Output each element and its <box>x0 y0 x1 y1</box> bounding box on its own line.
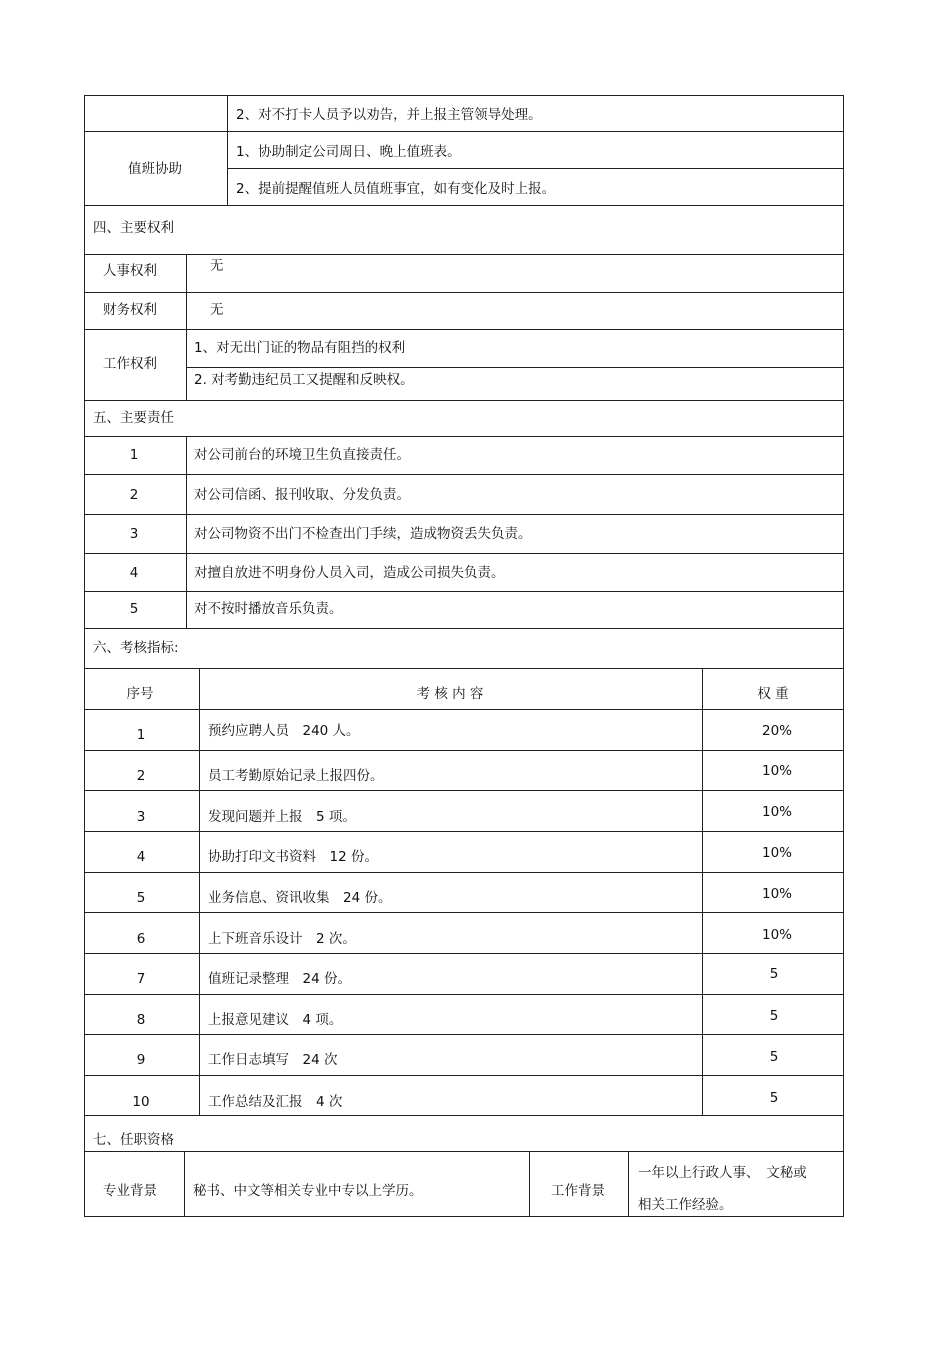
kpi-row-weight: 10% <box>761 763 793 779</box>
row-divider <box>84 292 844 293</box>
col-divider <box>199 668 200 1115</box>
row-divider <box>84 205 844 206</box>
work-background-value-line2: 相关工作经验。 <box>638 1197 733 1213</box>
kpi-row-weight: 10% <box>761 886 793 902</box>
major-background-label: 专业背景 <box>103 1183 157 1199</box>
kpi-col-no: 序号 <box>126 686 154 702</box>
row-divider <box>84 553 844 554</box>
kpi-row-no: 7 <box>136 971 146 987</box>
kpi-row-no: 9 <box>136 1052 146 1068</box>
duty-item-2: 2、提前提醒值班人员值班事宜，如有变化及时上报。 <box>236 181 556 197</box>
col-divider <box>186 436 187 628</box>
kpi-row-content: 值班记录整理 24 份。 <box>208 971 351 987</box>
kpi-row-no: 3 <box>136 809 146 825</box>
responsibility-text: 对公司信函、报刊收取、分发负责。 <box>194 487 410 503</box>
row-divider <box>84 912 844 913</box>
kpi-row-weight: 5 <box>769 1008 779 1024</box>
row-divider <box>84 628 844 629</box>
kpi-row-weight: 10% <box>761 927 793 943</box>
row-divider <box>84 436 844 437</box>
col-divider <box>529 1151 530 1217</box>
kpi-row-content: 上报意见建议 4 项。 <box>208 1012 343 1028</box>
kpi-row-no: 5 <box>136 890 146 906</box>
kpi-row-no: 4 <box>136 849 146 865</box>
kpi-row-content: 发现问题并上报 5 项。 <box>208 809 356 825</box>
responsibility-text: 对公司物资不出门不检查出门手续，造成物资丢失负责。 <box>194 526 532 542</box>
kpi-row-weight: 5 <box>769 1090 779 1106</box>
row-divider <box>84 1034 844 1035</box>
kpi-row-weight: 20% <box>761 723 793 739</box>
kpi-row-no: 6 <box>136 931 146 947</box>
row-divider <box>84 254 844 255</box>
row-divider <box>84 591 844 592</box>
row-divider <box>84 1115 844 1116</box>
row-divider <box>84 709 844 710</box>
responsibilities-heading: 五、主要责任 <box>93 410 174 426</box>
row-divider <box>84 790 844 791</box>
row-divider <box>84 400 844 401</box>
job-description-table <box>84 95 844 1217</box>
row-divider <box>84 1151 844 1152</box>
row-divider <box>84 994 844 995</box>
responsibility-no: 2 <box>129 487 139 503</box>
attendance-item-2: 2、对不打卡人员予以劝告，并上报主管领导处理。 <box>236 107 542 123</box>
finance-rights-label: 财务权利 <box>103 302 157 318</box>
kpi-row-weight: 10% <box>761 804 793 820</box>
kpi-row-content: 预约应聘人员 240 人。 <box>208 723 360 739</box>
kpi-row-weight: 10% <box>761 845 793 861</box>
responsibility-text: 对不按时播放音乐负责。 <box>194 601 343 617</box>
responsibility-no: 4 <box>129 565 139 581</box>
kpi-heading: 六、考核指标: <box>93 640 179 656</box>
duty-item-1: 1、协助制定公司周日、晚上值班表。 <box>236 144 461 160</box>
col-divider <box>702 668 703 1115</box>
col-divider <box>184 1151 185 1217</box>
kpi-row-no: 2 <box>136 768 146 784</box>
kpi-col-weight: 权 重 <box>757 686 789 702</box>
col-divider <box>227 95 228 205</box>
kpi-row-no: 1 <box>136 727 146 743</box>
rights-heading: 四、主要权利 <box>93 220 174 236</box>
row-divider <box>84 831 844 832</box>
row-divider <box>84 953 844 954</box>
responsibility-text: 对擅自放进不明身份人员入司，造成公司损失负责。 <box>194 565 505 581</box>
duty-label: 值班协助 <box>128 161 182 177</box>
personnel-rights-label: 人事权利 <box>103 263 157 279</box>
kpi-row-content: 协助打印文书资料 12 份。 <box>208 849 378 865</box>
col-divider <box>628 1151 629 1217</box>
responsibility-no: 1 <box>129 447 139 463</box>
kpi-row-weight: 5 <box>769 1049 779 1065</box>
kpi-row-content: 业务信息、资讯收集 24 份。 <box>208 890 392 906</box>
row-divider <box>84 329 844 330</box>
row-divider <box>84 131 844 132</box>
kpi-row-weight: 5 <box>769 966 779 982</box>
row-divider <box>186 367 844 368</box>
kpi-row-no: 10 <box>132 1094 150 1110</box>
row-divider <box>84 750 844 751</box>
work-background-label: 工作背景 <box>551 1183 605 1199</box>
row-divider <box>84 668 844 669</box>
finance-rights-value: 无 <box>210 302 224 318</box>
responsibility-no: 5 <box>129 601 139 617</box>
row-divider <box>84 514 844 515</box>
row-divider <box>227 168 844 169</box>
kpi-col-content: 考 核 内 容 <box>416 686 484 702</box>
responsibility-text: 对公司前台的环境卫生负直接责任。 <box>194 447 410 463</box>
row-divider <box>84 1075 844 1076</box>
row-divider <box>84 474 844 475</box>
work-rights-label: 工作权利 <box>103 356 157 372</box>
major-background-value: 秘书、中文等相关专业中专以上学历。 <box>193 1183 423 1199</box>
kpi-row-content: 上下班音乐设计 2 次。 <box>208 931 356 947</box>
row-divider <box>84 872 844 873</box>
responsibility-no: 3 <box>129 526 139 542</box>
kpi-row-no: 8 <box>136 1012 146 1028</box>
personnel-rights-value: 无 <box>210 258 224 274</box>
kpi-row-content: 工作日志填写 24 次 <box>208 1052 338 1068</box>
col-divider <box>186 254 187 400</box>
work-background-value-line1: 一年以上行政人事、 文秘或 <box>638 1165 807 1181</box>
qualifications-heading: 七、任职资格 <box>93 1132 174 1148</box>
work-rights-item-1: 1、对无出门证的物品有阻挡的权利 <box>194 340 406 356</box>
kpi-row-content: 员工考勤原始记录上报四份。 <box>208 768 384 784</box>
work-rights-item-2: 2. 对考勤违纪员工又提醒和反映权。 <box>194 372 414 388</box>
kpi-row-content: 工作总结及汇报 4 次 <box>208 1094 343 1110</box>
